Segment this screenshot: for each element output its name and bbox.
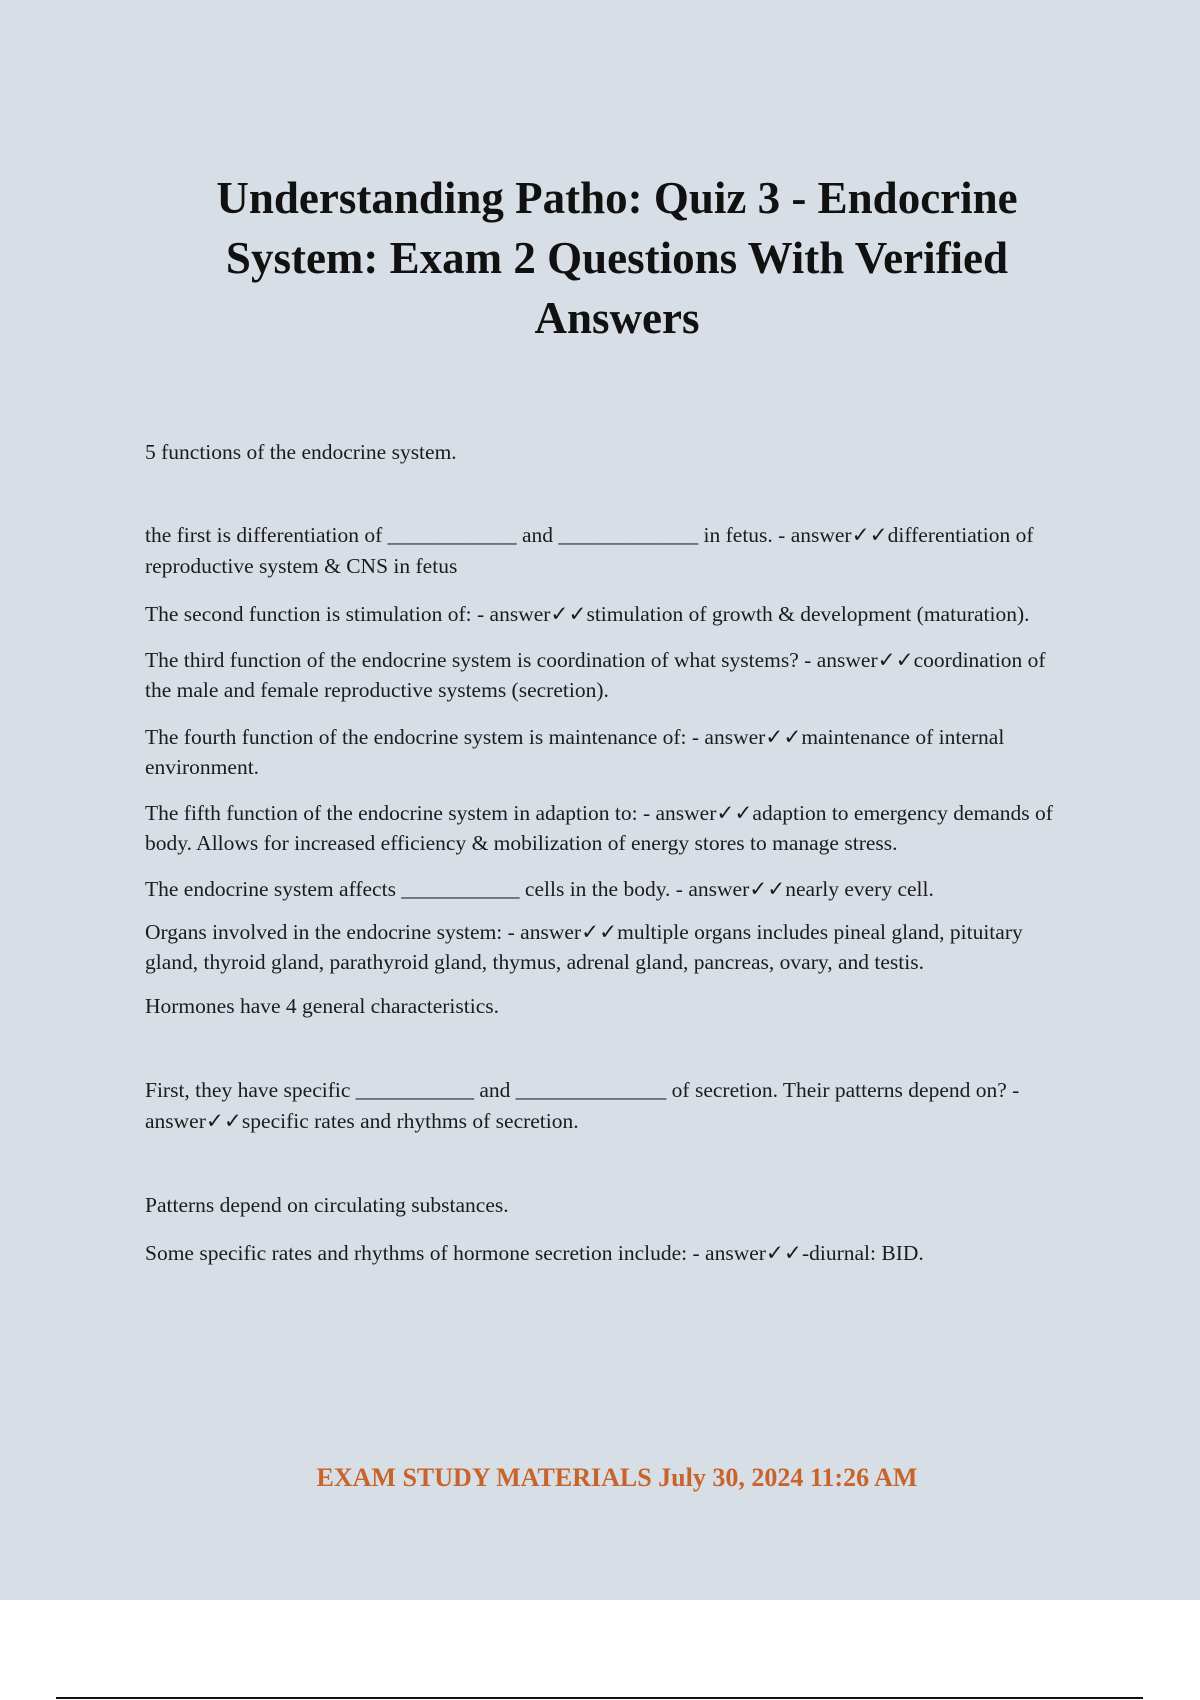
- paragraph-question: Some specific rates and rhythms of hormone secretion include: - answer✓✓-diurnal: BID.: [145, 1241, 924, 1265]
- bottom-divider: [56, 1697, 1143, 1699]
- paragraph-question: Organs involved in the endocrine system: - answer✓✓multiple organs includes pineal gland, pituitary gland, thyroid gland, parathyroid gland, thymus, adrenal gland, pancreas, ovary, and testis.: [145, 920, 1023, 974]
- paragraph-note: Patterns depend on circulating substances.: [145, 1193, 509, 1217]
- paragraph-question: The second function is stimulation of: - answer✓✓stimulation of growth & development (maturation).: [145, 602, 1030, 626]
- paragraph-question: First, they have specific ___________ and ______________ of secretion. Their patterns depend on? - answer✓✓specific rates and rhythms of secretion.: [145, 1078, 1020, 1133]
- paragraph-heading: Hormones have 4 general characteristics.: [145, 994, 499, 1018]
- paragraph-question: The fifth function of the endocrine system in adaption to: - answer✓✓adaption to emergency demands of body. Allows for increased efficiency & mobilization of energy stores to manage stress.: [145, 801, 1053, 855]
- document-title: Understanding Patho: Quiz 3 - Endocrine System: Exam 2 Questions With Verified Answers: [216, 173, 1018, 343]
- footer-watermark: EXAM STUDY MATERIALS July 30, 2024 11:26 AM: [316, 1463, 918, 1492]
- paragraph-question: The third function of the endocrine system is coordination of what systems? - answer✓✓coordination of the male and female reproductive systems (secretion).: [145, 648, 1046, 702]
- paragraph-question: the first is differentiation of ____________ and _____________ in fetus. - answer✓✓differentiation of reproductive system & CNS in fetus: [145, 523, 1034, 578]
- paragraph-question: The endocrine system affects ___________ cells in the body. - answer✓✓nearly every cell.: [145, 877, 934, 901]
- document-body: [145, 437, 1070, 1269]
- paragraph-question: The fourth function of the endocrine system is maintenance of: - answer✓✓maintenance of internal environment.: [145, 725, 1005, 779]
- paragraph-intro: 5 functions of the endocrine system.: [145, 440, 457, 464]
